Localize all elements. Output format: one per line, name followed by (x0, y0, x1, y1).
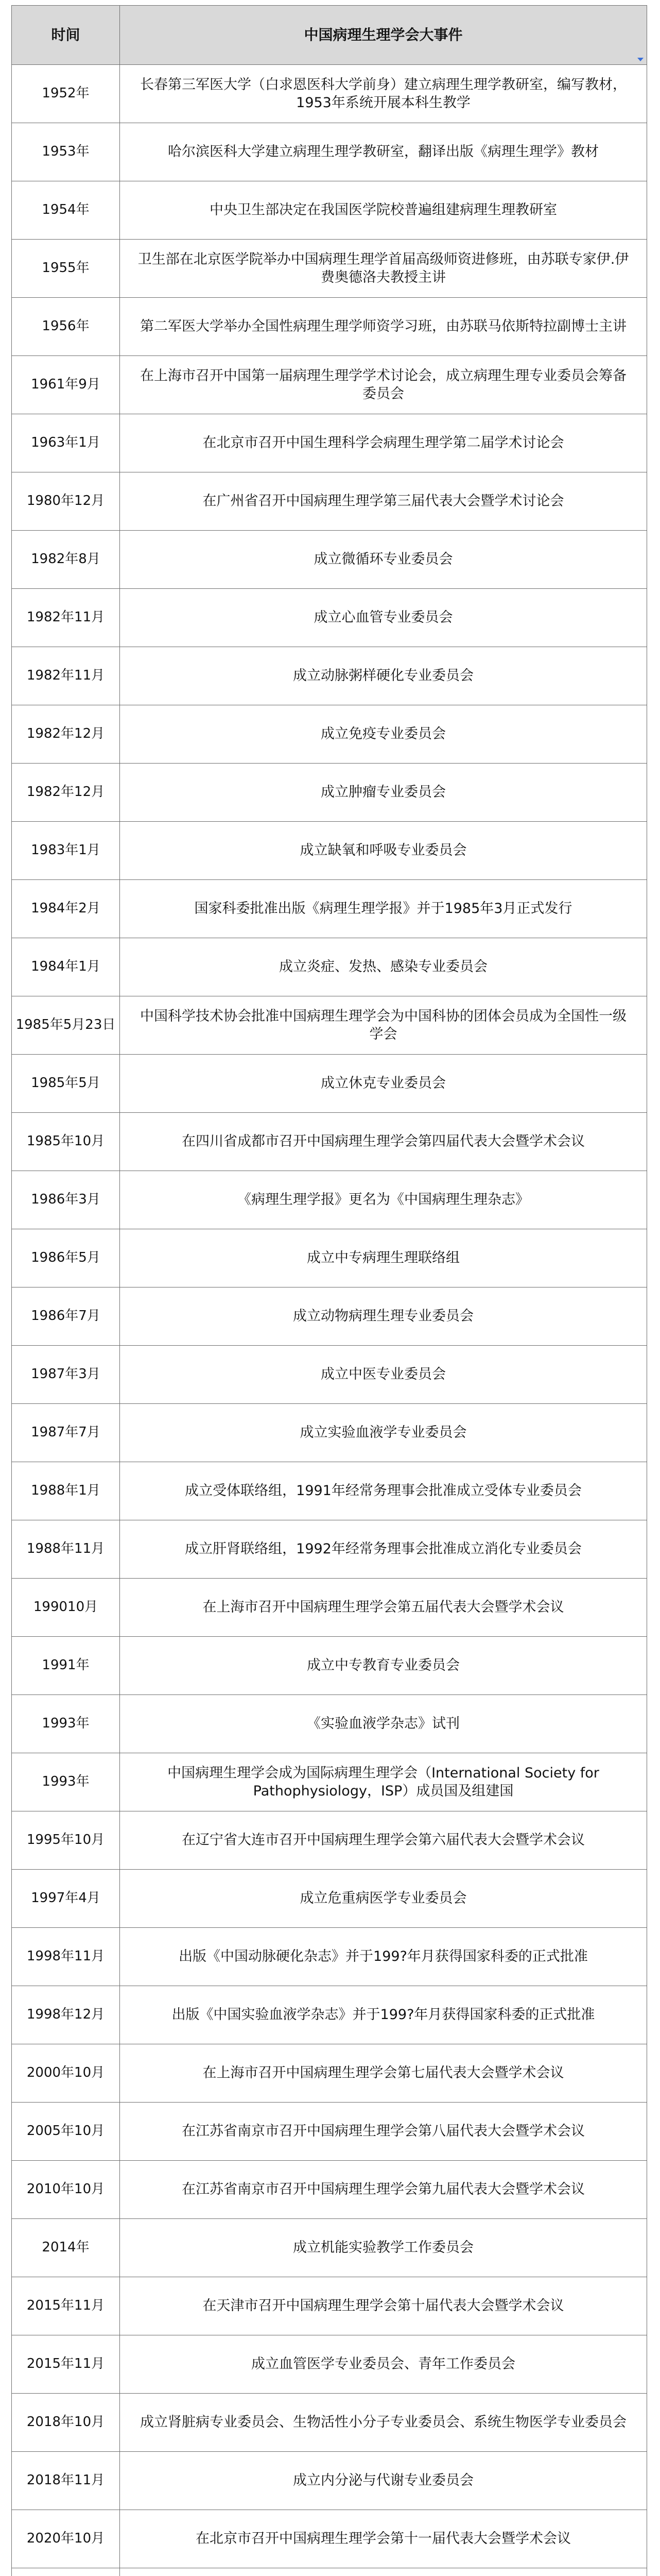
table-row (12, 589, 647, 647)
event-cell: 在天津市召开中国病理生理学会第十届代表大会暨学术会议 (120, 2277, 647, 2335)
time-cell: 199010月 (12, 1579, 120, 1637)
table-row (12, 181, 647, 240)
time-cell: 2015年11月 (12, 2335, 120, 2394)
time-cell: 1988年1月 (12, 1462, 120, 1520)
time-cell: 1998年12月 (12, 1986, 120, 2044)
table-row (12, 1346, 647, 1404)
time-cell: 1955年 (12, 240, 120, 298)
time-cell: 1985年5月23日 (12, 996, 120, 1055)
event-cell: 成立动脉粥样硬化专业委员会 (120, 647, 647, 705)
table-row (12, 2219, 647, 2277)
event-cell: 成立休克专业委员会 (120, 1055, 647, 1113)
events-table-body (12, 65, 647, 2576)
time-cell: 2014年 (12, 2219, 120, 2277)
time-cell: 1995年10月 (12, 1811, 120, 1870)
table-row (12, 1113, 647, 1171)
event-cell: 卫生部在北京医学院举办中国病理生理学首届高级师资进修班，由苏联专家伊.伊费奥德洛夫教授主讲 (120, 240, 647, 298)
time-cell: 1982年12月 (12, 705, 120, 764)
table-row (12, 65, 647, 123)
time-cell: 1983年1月 (12, 822, 120, 880)
table-row (12, 1171, 647, 1229)
time-cell: 1961年9月 (12, 356, 120, 414)
table-row (12, 2568, 647, 2576)
event-cell: 长春第三军医大学（白求恩医科大学前身）建立病理生理学教研室，编写教材，1953年系统开展本科生教学 (120, 65, 647, 123)
event-cell (120, 2568, 647, 2576)
table-row (12, 1287, 647, 1346)
time-cell: 1986年3月 (12, 1171, 120, 1229)
event-cell: 成立危重病医学专业委员会 (120, 1870, 647, 1928)
event-cell: 在上海市召开中国病理生理学会第七届代表大会暨学术会议 (120, 2044, 647, 2103)
time-cell: 1986年5月 (12, 1229, 120, 1287)
time-cell: 2018年10月 (12, 2394, 120, 2452)
table-row (12, 2277, 647, 2335)
table-row (12, 298, 647, 356)
header-row (12, 6, 647, 65)
event-cell: 在辽宁省大连市召开中国病理生理学会第六届代表大会暨学术会议 (120, 1811, 647, 1870)
event-cell: 在江苏省南京市召开中国病理生理学会第八届代表大会暨学术会议 (120, 2103, 647, 2161)
table-row (12, 1928, 647, 1986)
time-cell: 1954年 (12, 181, 120, 240)
table-row (12, 123, 647, 181)
time-cell: 1963年1月 (12, 414, 120, 472)
time-cell: 1985年10月 (12, 1113, 120, 1171)
event-cell: 成立炎症、发热、感染专业委员会 (120, 938, 647, 996)
time-cell: 1985年5月 (12, 1055, 120, 1113)
table-row (12, 414, 647, 472)
time-cell: 1980年12月 (12, 472, 120, 531)
table-row (12, 1462, 647, 1520)
table-row (12, 1695, 647, 1753)
table-row (12, 705, 647, 764)
time-cell: 1991年 (12, 1637, 120, 1695)
table-row (12, 2103, 647, 2161)
event-cell: 成立动物病理生理专业委员会 (120, 1287, 647, 1346)
event-cell: 成立受体联络组，1991年经常务理事会批准成立受体专业委员会 (120, 1462, 647, 1520)
time-cell: 2010年10月 (12, 2161, 120, 2219)
time-cell: 1993年 (12, 1695, 120, 1753)
table-row (12, 472, 647, 531)
table-row (12, 764, 647, 822)
table-row (12, 2510, 647, 2568)
time-cell: 1952年 (12, 65, 120, 123)
event-cell: 在江苏省南京市召开中国病理生理学会第九届代表大会暨学术会议 (120, 2161, 647, 2219)
filter-dropdown-icon[interactable] (637, 58, 644, 61)
table-row (12, 1986, 647, 2044)
table-row (12, 1055, 647, 1113)
table-row (12, 2394, 647, 2452)
event-cell: 中国病理生理学会成为国际病理生理学会（International Society for Pathophysiology，ISP）成员国及组建国 (120, 1753, 647, 1811)
table-row (12, 2161, 647, 2219)
event-cell: 成立中医专业委员会 (120, 1346, 647, 1404)
time-cell: 1982年11月 (12, 647, 120, 705)
time-cell: 1987年7月 (12, 1404, 120, 1462)
time-cell: 1987年3月 (12, 1346, 120, 1404)
time-cell: 2018年11月 (12, 2452, 120, 2510)
table-row (12, 1811, 647, 1870)
event-cell: 成立中专病理生理联络组 (120, 1229, 647, 1287)
event-cell: 成立肝肾联络组，1992年经常务理事会批准成立消化专业委员会 (120, 1520, 647, 1579)
event-cell: 成立心血管专业委员会 (120, 589, 647, 647)
table-row (12, 1753, 647, 1811)
time-cell: 2005年10月 (12, 2103, 120, 2161)
event-cell: 第二军医大学举办全国性病理生理学师资学习班，由苏联马依斯特拉副博士主讲 (120, 298, 647, 356)
event-cell: 哈尔滨医科大学建立病理生理学教研室，翻译出版《病理生理学》教材 (120, 123, 647, 181)
table-row (12, 1229, 647, 1287)
event-cell: 在上海市召开中国第一届病理生理学学术讨论会，成立病理生理专业委员会筹备委员会 (120, 356, 647, 414)
table-row (12, 356, 647, 414)
events-table (11, 5, 647, 2576)
event-cell: 成立实验血液学专业委员会 (120, 1404, 647, 1462)
event-cell: 成立机能实验教学工作委员会 (120, 2219, 647, 2277)
event-cell: 成立微循环专业委员会 (120, 531, 647, 589)
event-cell: 在广州省召开中国病理生理学第三届代表大会暨学术讨论会 (120, 472, 647, 531)
time-cell: 1984年2月 (12, 880, 120, 938)
time-cell: 1998年11月 (12, 1928, 120, 1986)
event-cell: 成立内分泌与代谢专业委员会 (120, 2452, 647, 2510)
event-cell: 《病理生理学报》更名为《中国病理生理杂志》 (120, 1171, 647, 1229)
event-cell: 出版《中国动脉硬化杂志》并于199?年月获得国家科委的正式批准 (120, 1928, 647, 1986)
event-cell: 成立中专教育专业委员会 (120, 1637, 647, 1695)
event-cell: 国家科委批准出版《病理生理学报》并于1985年3月正式发行 (120, 880, 647, 938)
time-cell: 1997年4月 (12, 1870, 120, 1928)
event-cell: 成立肾脏病专业委员会、生物活性小分子专业委员会、系统生物医学专业委员会 (120, 2394, 647, 2452)
header-event-label: 中国病理生理学会大事件 (304, 26, 463, 43)
event-cell: 成立免疫专业委员会 (120, 705, 647, 764)
time-cell: 2015年11月 (12, 2277, 120, 2335)
time-cell: 1956年 (12, 298, 120, 356)
time-cell: 1986年7月 (12, 1287, 120, 1346)
time-cell: 1984年1月 (12, 938, 120, 996)
time-cell: 2020年10月 (12, 2510, 120, 2568)
time-cell (12, 2568, 120, 2576)
table-row (12, 2452, 647, 2510)
event-cell: 成立血管医学专业委员会、青年工作委员会 (120, 2335, 647, 2394)
table-row (12, 1520, 647, 1579)
event-cell: 成立缺氧和呼吸专业委员会 (120, 822, 647, 880)
time-cell: 1982年12月 (12, 764, 120, 822)
table-row (12, 1637, 647, 1695)
table-row (12, 1404, 647, 1462)
header-event (120, 6, 647, 65)
time-cell: 1982年11月 (12, 589, 120, 647)
header-time: 时间 (12, 6, 120, 65)
time-cell: 1993年 (12, 1753, 120, 1811)
event-cell: 在北京市召开中国生理科学会病理生理学第二届学术讨论会 (120, 414, 647, 472)
event-cell: 成立肿瘤专业委员会 (120, 764, 647, 822)
time-cell: 1953年 (12, 123, 120, 181)
table-row (12, 647, 647, 705)
event-cell: 在上海市召开中国病理生理学会第五届代表大会暨学术会议 (120, 1579, 647, 1637)
event-cell: 中国科学技术协会批准中国病理生理学会为中国科协的团体会员成为全国性一级学会 (120, 996, 647, 1055)
time-cell: 2000年10月 (12, 2044, 120, 2103)
table-row (12, 1579, 647, 1637)
table-row (12, 2044, 647, 2103)
table-row (12, 938, 647, 996)
event-cell: 中央卫生部决定在我国医学院校普遍组建病理生理教研室 (120, 181, 647, 240)
table-row (12, 1870, 647, 1928)
event-cell: 在北京市召开中国病理生理学会第十一届代表大会暨学术会议 (120, 2510, 647, 2568)
event-cell: 出版《中国实验血液学杂志》并于199?年月获得国家科委的正式批准 (120, 1986, 647, 2044)
time-cell: 1988年11月 (12, 1520, 120, 1579)
table-row (12, 880, 647, 938)
event-cell: 《实验血液学杂志》试刊 (120, 1695, 647, 1753)
table-row (12, 822, 647, 880)
table-row (12, 2335, 647, 2394)
table-row (12, 240, 647, 298)
event-cell: 在四川省成都市召开中国病理生理学会第四届代表大会暨学术会议 (120, 1113, 647, 1171)
table-row (12, 531, 647, 589)
table-row (12, 996, 647, 1055)
time-cell: 1982年8月 (12, 531, 120, 589)
